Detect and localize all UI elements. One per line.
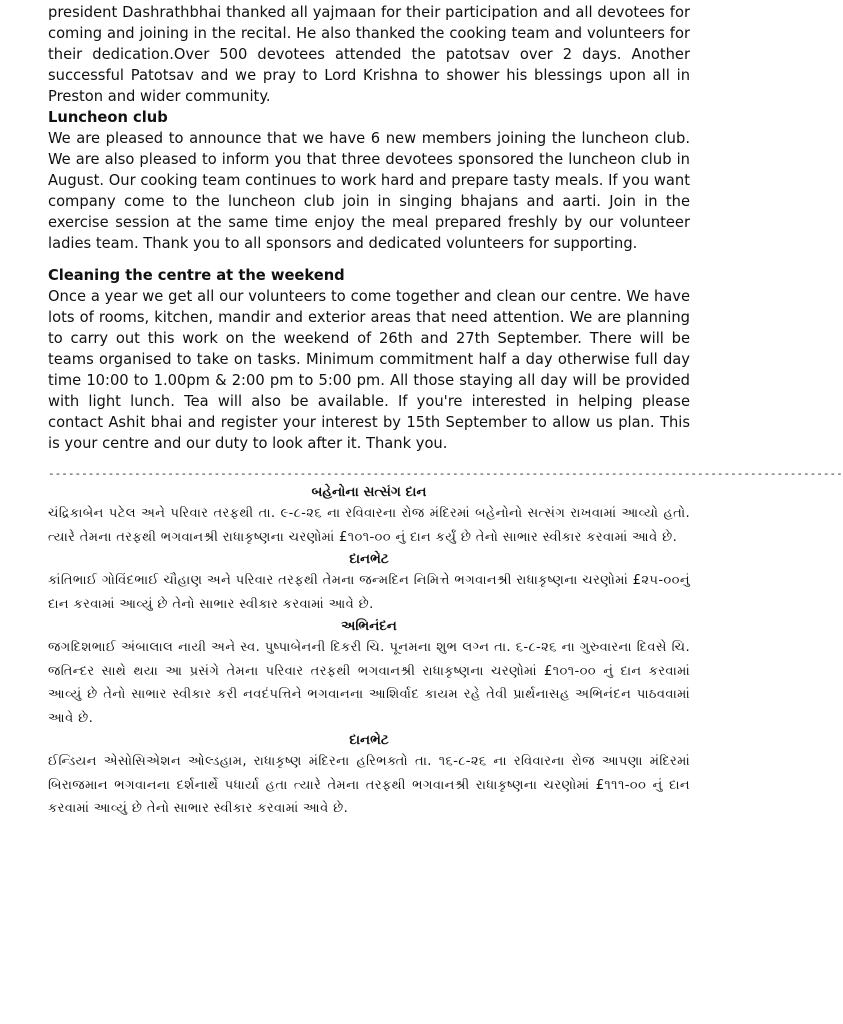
gujarati-body-congratulations: જગદિશભાઈ અંબાલાલ નાયી અને સ્વ. પુષ્પાબેનની દિકરી ચિ. પૂનમના શુભ લગ્ન તા. ૬-૮-૨૬ ના ગુરુવારના દિવસે ચિ. જતિન્દર સાથે થયા આ પ્રસંગે તેમના પરિવાર તરફથી ભગવાનશ્રી રાધાકૃષ્ણના ચરણોમાં £૧૦૧-૦૦ નું દાન કરવામાં આવ્યું છે તેનો સાભાર સ્વીકાર કરી નવદંપત્તિને ભગવાનના આશિર્વાદ કાયમ રહે તેવી પ્રાર્થનાસહ અભિનંદન પાઠવવામાં આવે છે. [48,640,690,726]
gujarati-heading-satsang: બહેનોના સત્સંગ દાન [311,484,427,500]
section-gap [48,254,690,265]
gujarati-heading-donation-2: દાનભેટ [349,732,389,748]
luncheon-club-body: We are pleased to announce that we have 6 new members joining the luncheon club. We are also pleased to inform you that three devotees sponsored the luncheon club in August. Our cooking team continues to work hard and prepare tasty meals. If you want company come to the luncheon club join in singing bhajans and aarti. Join in the exercise session at the same time enjoy the meal prepared freshly by our volunteer ladies team. Thank you to all sponsors and dedicated volunteers for supporting. [48,130,690,252]
luncheon-club-heading: Luncheon club [48,109,168,126]
cleaning-body: Once a year we get all our volunteers to come together and clean our centre. We have lots of rooms, kitchen, mandir and exterior areas that need attention. We are planning to carry out this work on the weekend of 26th and 27th September. There will be teams organised to take on tasks. Minimum commitment half a day otherwise full day time 10:00 to 1.00pm & 2:00 pm to 5:00 pm. All those staying all day will be provided with light lunch. Tea will also be available. If you're interested in helping please contact Ashit bhai and register your interest by 15th September to allow us plan. This is your centre and our duty to look after it. Thank you. [48,288,690,452]
gujarati-heading-congratulations: અભિનંદન [341,618,397,634]
cleaning-heading: Cleaning the centre at the weekend [48,267,345,284]
gujarati-body-satsang: ચંદ્રિકાબેન પટેલ અને પરિવાર તરફથી તા. ૯-૮-૨૬ ના રવિવારના રોજ મંદિરમાં બહેનોનો સત્સંગ રાખવામાં આવ્યો હતો. ત્યારે તેમના તરફથી ભગવાનશ્રી રાધાકૃષ્ણના ચરણોમાં £૧૦૧-૦૦ નું દાન કર્યું છે તેનો સાભાર સ્વીકાર કરવામાં આવે છે. [48,506,690,545]
gujarati-heading-donation-1: દાનભેટ [349,551,389,567]
intro-paragraph: president Dashrathbhai thanked all yajmaan for their participation and all devotees for coming and joining in the recital. He also thanked the cooking team and volunteers for their dedication.Over 500 devotees attended the patotsav over 2 days. Another successful Patotsav and we pray to Lord Krishna to shower his blessings upon all in Preston and wider community. [48,4,690,105]
gujarati-body-donation-1: કાંતિભાઈ ગોવિંદભાઈ ચૌહાણ અને પરિવાર તરફથી તેમના જન્મદિન નિમિત્તે ભગવાનશ્રી રાધાકૃષ્ણના ચરણોમાં £૨૫-૦૦નું દાન કરવામાં આવ્યું છે તેનો સાભાર સ્વીકાર કરવામાં આવે છે. [48,573,690,612]
gujarati-body-donation-2: ઈન્ડિયન એસોસિએશન ઓલ્ડહામ, રાધાકૃષ્ણ મંદિરના હરિભક્તો તા. ૧૬-૮-૨૬ ના રવિવારના રોજ આપણા મંદિરમાં બિરાજમાન ભગવાનના દર્શનાર્થે પધાર્યા હતા ત્યારે તેમના તરફથી ભગવાનશ્રી રાધાકૃષ્ણના ચરણોમાં £૧૧૧-૦૦ નું દાન કરવામાં આવ્યું છે તેનો સાભાર સ્વીકાર કરવામાં આવે છે. [48,754,690,816]
newsletter-page [48,2,843,821]
dashed-divider: ------------------------------------------------------------------------------------------------------------------------ [48,467,843,480]
